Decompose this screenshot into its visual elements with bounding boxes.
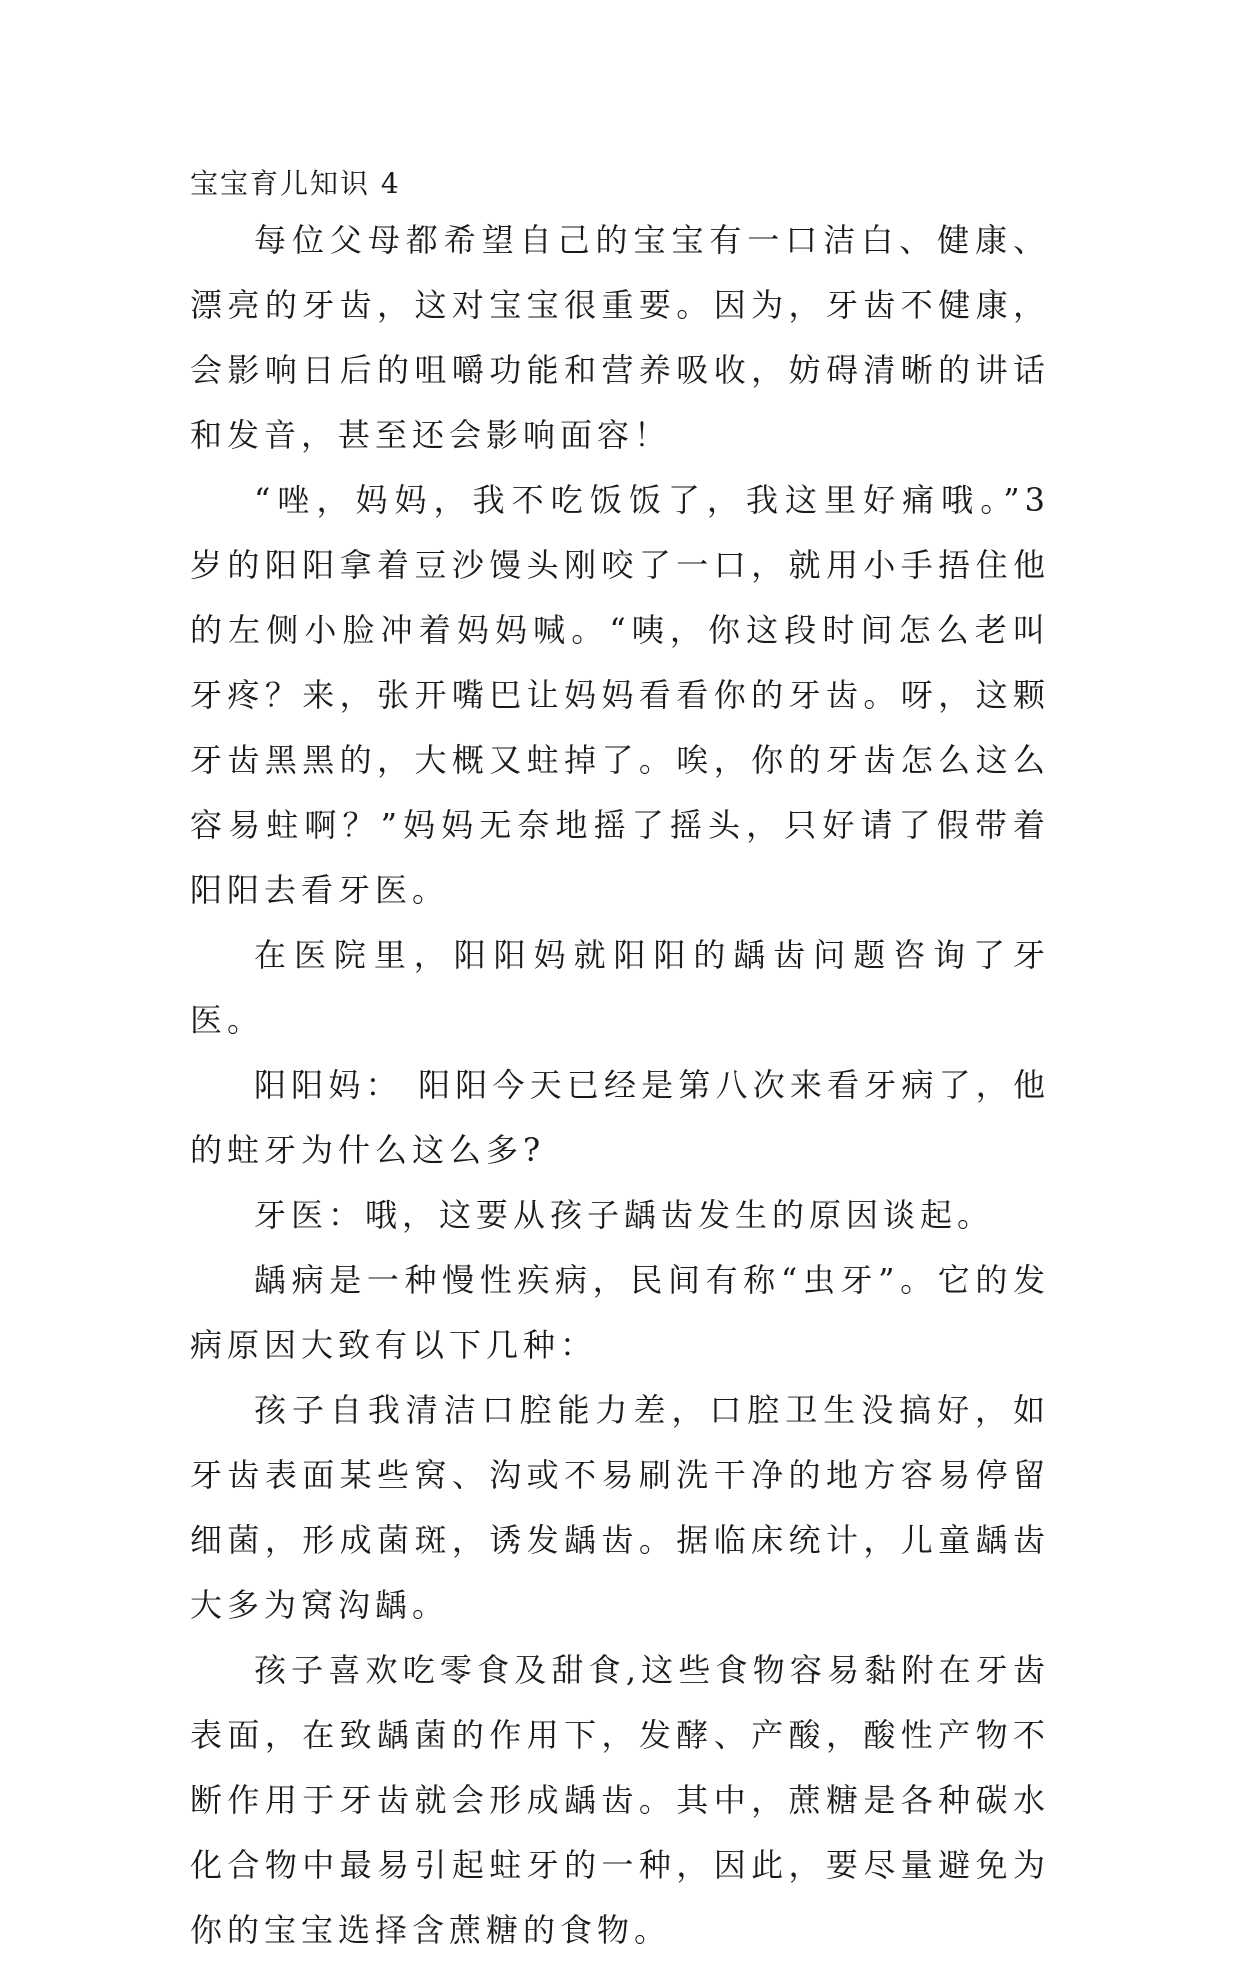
paragraph-mother-question: 阳阳妈： 阳阳今天已经是第八次来看牙病了，他的蛀牙为什么这么多? [190,1066,1050,1169]
paragraph-dialogue-story: “唑，妈妈，我不吃饭饭了，我这里好痛哦。”3 岁的阳阳拿着豆沙馒头刚咬了一口，就用小手捂住他的左侧小脸冲着妈妈喊。“咦，你这段时间怎么老叫牙疼？来，张开嘴巴让妈妈看看你的牙齿。呀，这颗牙齿黑黑的，大概又蛀掉了。唉，你的牙齿怎么这么容易蛀啊？”妈妈无奈地摇了摇头，只好请了假带着阳阳去看牙医。 [190,481,1050,909]
paragraph-cause-sugar: 孩子喜欢吃零食及甜食,这些食物容易黏附在牙齿表面，在致龋菌的作用下，发酵、产酸，酸性产物不断作用于牙齿就会形成龋齿。其中，蔗糖是各种碳水化合物中最易引起蛀牙的一种，因此，要尽量避免为你的宝宝选择含蔗糖的食物。 [190,1651,1050,1949]
paragraph-hospital: 在医院里，阳阳妈就阳阳的龋齿问题咨询了牙医。 [190,936,1050,1039]
paragraph-intro: 每位父母都希望自己的宝宝有一口洁白、健康、漂亮的牙齿，这对宝宝很重要。因为，牙齿不健康，会影响日后的咀嚼功能和营养吸收，妨碍清晰的讲话和发音，甚至还会影响面容！ [190,221,1050,454]
paragraph-dentist-answer: 牙医：哦，这要从孩子龋齿发生的原因谈起。 [254,1196,995,1234]
document-page [190,160,1050,1963]
paragraph-cause-hygiene: 孩子自我清洁口腔能力差，口腔卫生没搞好，如牙齿表面某些窝、沟或不易刷洗干净的地方容易停留细菌，形成菌斑，诱发龋齿。据临床统计，儿童龋齿大多为窝沟龋。 [190,1391,1050,1624]
document-title: 宝宝育儿知识 4 [190,167,401,200]
paragraph-caries-definition: 龋病是一种慢性疾病，民间有称“虫牙”。它的发病原因大致有以下几种： [190,1261,1050,1364]
